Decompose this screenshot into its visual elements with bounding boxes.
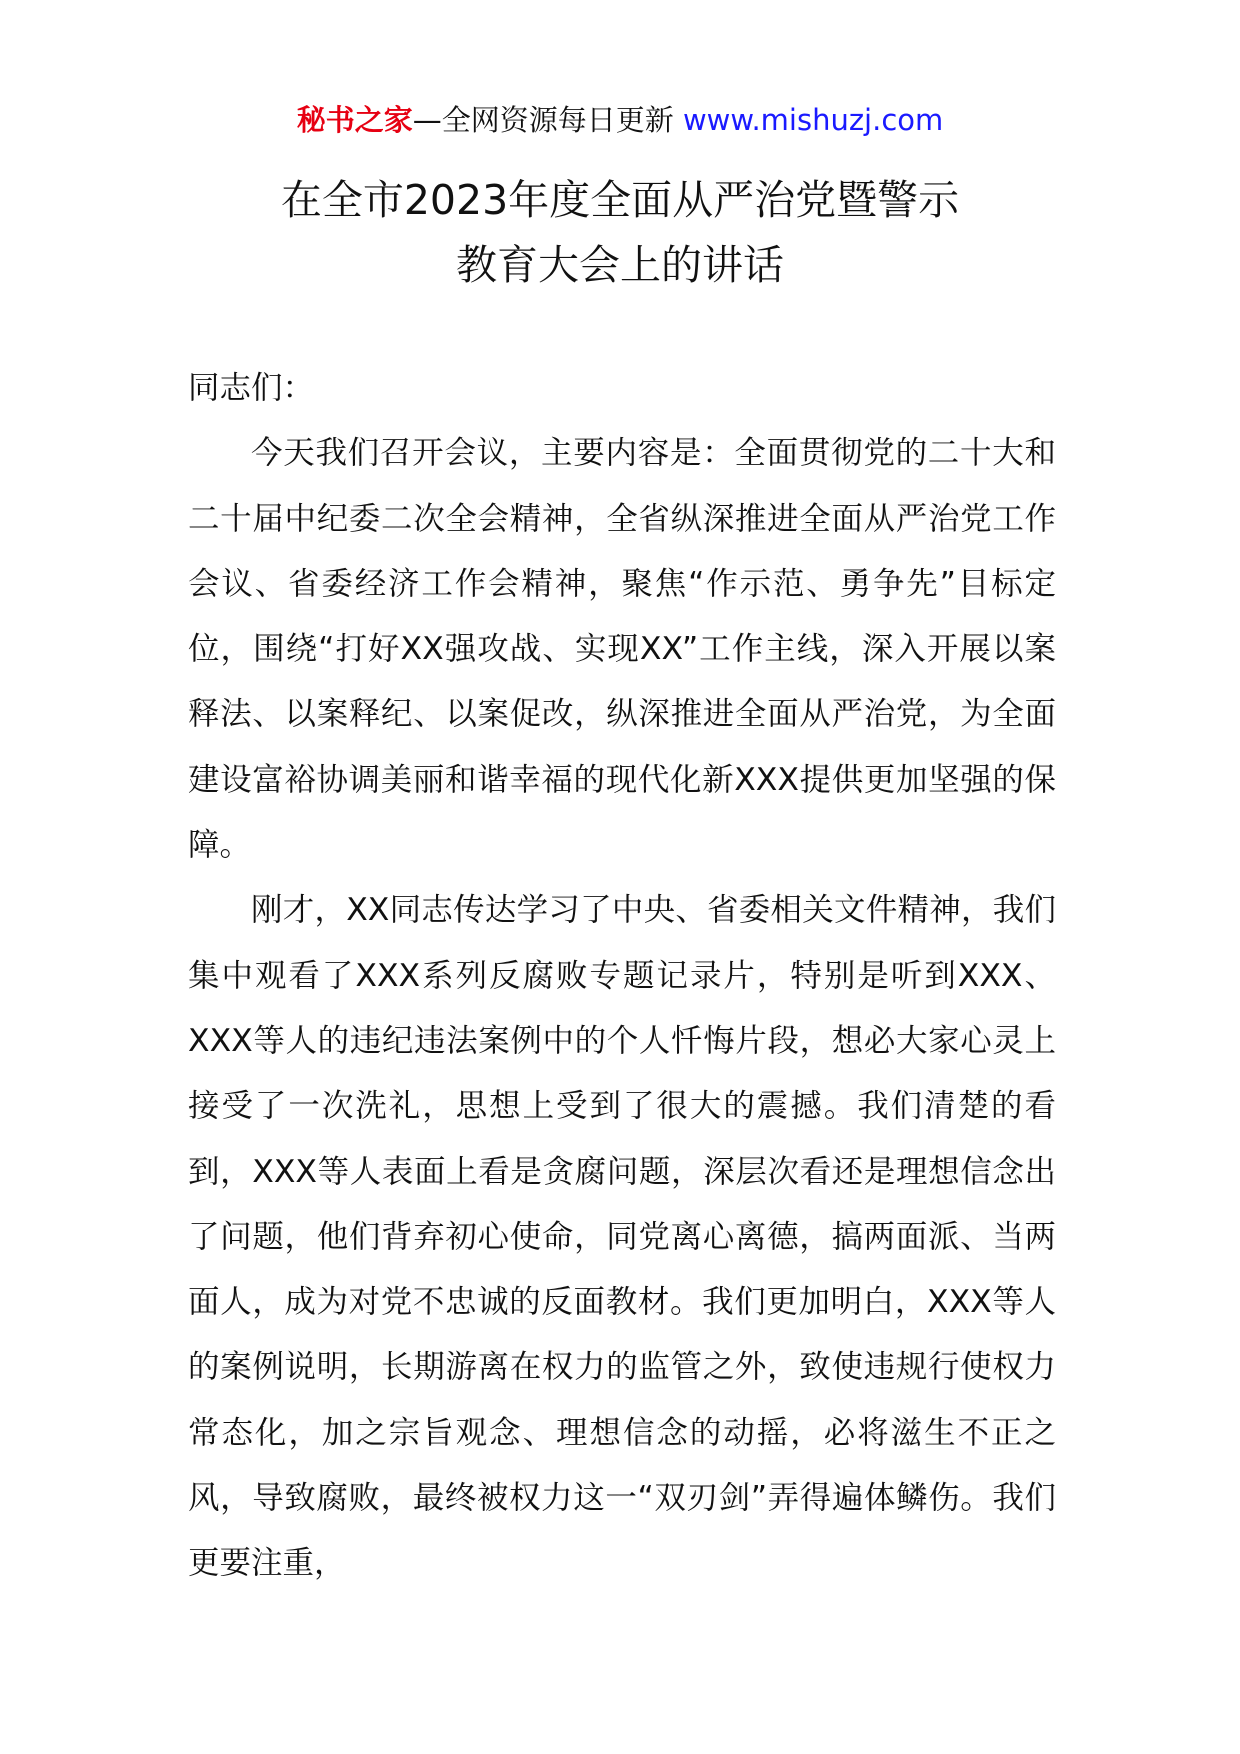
- paragraph-1: 今天我们召开会议，主要内容是：全面贯彻党的二十大和二十届中纪委二次全会精神，全省纵深推进全面从严治党工作会议、省委经济工作会精神，聚焦“作示范、勇争先”目标定位，围绕“打好XX强攻战、实现XX”工作主线，深入开展以案释法、以案释纪、以案促改，纵深推进全面从严治党，为全面建设富裕协调美丽和谐幸福的现代化新XXX提供更加坚强的保障。: [188, 435, 1056, 864]
- document-body: [188, 356, 1056, 1597]
- site-url-link[interactable]: www.mishuzj.com: [682, 103, 944, 137]
- document-title: [0, 168, 1240, 298]
- salutation: 同志们：: [188, 370, 315, 406]
- paragraph-2: 刚才，XX同志传达学习了中央、省委相关文件精神，我们集中观看了XXX系列反腐败专题记录片，特别是听到XXX、XXX等人的违纪违法案例中的个人忏悔片段，想必大家心灵上接受了一次洗礼，思想上受到了很大的震撼。我们清楚的看到，XXX等人表面上看是贪腐问题，深层次看还是理想信念出了问题，他们背弃初心使命，同党离心离德，搞两面派、当两面人，成为对党不忠诚的反面教材。我们更加明白，XXX等人的案例说明，长期游离在权力的监管之外，致使违规行使权力常态化，加之宗旨观念、理想信念的动摇，必将滋生不正之风，导致腐败，最终被权力这一“双刃剑”弄得遍体鳞伤。我们更要注重，: [188, 892, 1056, 1582]
- title-line-2: 教育大会上的讲话: [456, 241, 784, 289]
- site-header: [0, 100, 1240, 140]
- title-line-1: 在全市2023年度全面从严治党暨警示: [280, 176, 960, 224]
- site-brand: 秘书之家: [296, 103, 413, 137]
- site-tagline: —全网资源每日更新: [412, 103, 683, 137]
